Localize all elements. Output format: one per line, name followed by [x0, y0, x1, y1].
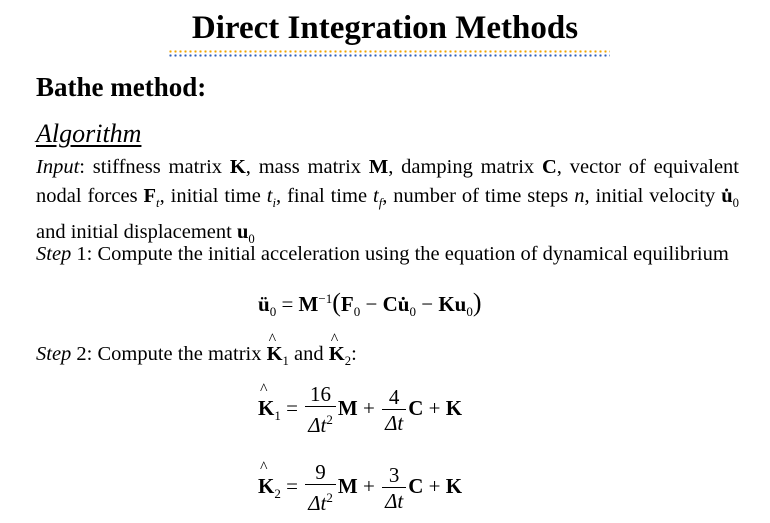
symbol-M: M [337, 395, 358, 420]
input-text: : stiffness matrix [79, 156, 230, 178]
symbol-t: t [372, 185, 379, 207]
subscript: i [272, 196, 277, 211]
equals-sign: = [276, 292, 299, 316]
symbol-uddot: ü [258, 292, 270, 316]
symbol-C: C [408, 395, 424, 420]
step1-label: Step [36, 243, 72, 265]
fraction [305, 460, 336, 516]
input-text: , damping matrix [388, 156, 542, 178]
numerator: 4 [388, 384, 400, 409]
input-text: , vector of equivalent nodal forces [36, 156, 739, 207]
symbol-K-hat: ^ K [329, 340, 345, 369]
plus-sign: + [423, 395, 446, 420]
fraction [305, 382, 336, 438]
numerator: 9 [315, 460, 326, 484]
delta-t: Δt [308, 413, 327, 437]
symbol-udot: u̇ [397, 292, 410, 316]
step2-label: Step [36, 343, 72, 365]
numerator: 16 [310, 382, 332, 406]
denominator: Δt [382, 487, 406, 514]
page-title: Direct Integration Methods [191, 10, 579, 46]
input-text: and initial displacement [36, 221, 237, 244]
symbol-M: M [337, 473, 358, 498]
input-text: , final time [276, 185, 373, 207]
fraction [382, 463, 406, 514]
symbol-K: K [229, 156, 246, 178]
minus-sign: − [360, 292, 383, 316]
plus-sign: + [357, 395, 381, 420]
equation-initial-acceleration [258, 288, 482, 320]
superscript: 2 [326, 490, 333, 505]
section-heading: Bathe method: [36, 72, 207, 102]
equation-k1-hat [258, 382, 462, 438]
subscript: 0 [248, 232, 255, 247]
subscript: 2 [344, 354, 352, 369]
step2-text: : [351, 343, 357, 365]
subscript: t [156, 196, 160, 211]
input-text: , mass matrix [245, 156, 369, 178]
subscript: 0 [732, 196, 740, 211]
step1-text: 1: Compute the initial acceleration using the equation of dynamical equilibrium [71, 243, 729, 265]
denominator [305, 406, 336, 438]
symbol-K: K [445, 395, 463, 420]
symbol-C: C [408, 473, 424, 498]
denominator: Δt [382, 409, 406, 436]
minus-sign: − [415, 292, 439, 316]
symbol-M: M [298, 292, 319, 316]
symbol-u: u [454, 292, 467, 316]
symbol-C: C [382, 292, 398, 316]
symbol-M: M [368, 156, 389, 178]
subscript: 1 [282, 354, 289, 369]
denominator [305, 484, 336, 516]
equals-sign: = [280, 395, 304, 420]
plus-sign: + [423, 473, 446, 498]
subscript: 2 [274, 486, 281, 501]
superscript: 2 [326, 412, 333, 427]
fraction [382, 385, 406, 436]
algorithm-heading: Algorithm [36, 119, 142, 148]
superscript: −1 [318, 291, 333, 306]
symbol-t: t [266, 185, 273, 207]
subscript: 0 [269, 304, 277, 320]
symbol-K-hat: ^ K [267, 340, 283, 369]
symbol-K-hat: ^ K [258, 396, 274, 421]
equals-sign: = [280, 473, 304, 498]
symbol-u: u [236, 221, 249, 244]
step1-paragraph [36, 240, 739, 269]
step2-text: and [288, 343, 329, 365]
subscript: 0 [353, 304, 361, 320]
subscript: 1 [274, 408, 281, 423]
symbol-K: K [445, 473, 463, 498]
input-text: , initial time [159, 185, 267, 207]
paren-close: ) [472, 288, 482, 317]
step2-text: 2: Compute the matrix [71, 343, 267, 365]
plus-sign: + [357, 473, 381, 498]
paren-open: ( [332, 288, 341, 317]
input-text: , number of time steps [382, 185, 575, 207]
input-text: , initial velocity [584, 185, 722, 207]
symbol-udot: u̇ [721, 185, 733, 207]
equation-k2-hat [258, 460, 462, 516]
symbol-K: K [438, 292, 455, 316]
subscript: f [378, 196, 383, 211]
symbol-K-hat: ^ K [258, 474, 274, 499]
delta-t: Δt [308, 491, 327, 515]
input-label: Input [36, 156, 80, 178]
subscript: 0 [409, 304, 416, 320]
subscript: 0 [466, 304, 473, 320]
symbol-n: n [574, 185, 585, 207]
step2-paragraph [36, 340, 739, 376]
symbol-C: C [541, 156, 557, 178]
symbol-F: F [143, 185, 157, 207]
numerator: 3 [388, 462, 400, 487]
input-paragraph [36, 153, 739, 254]
symbol-F: F [340, 292, 354, 316]
title-divider [168, 50, 610, 57]
